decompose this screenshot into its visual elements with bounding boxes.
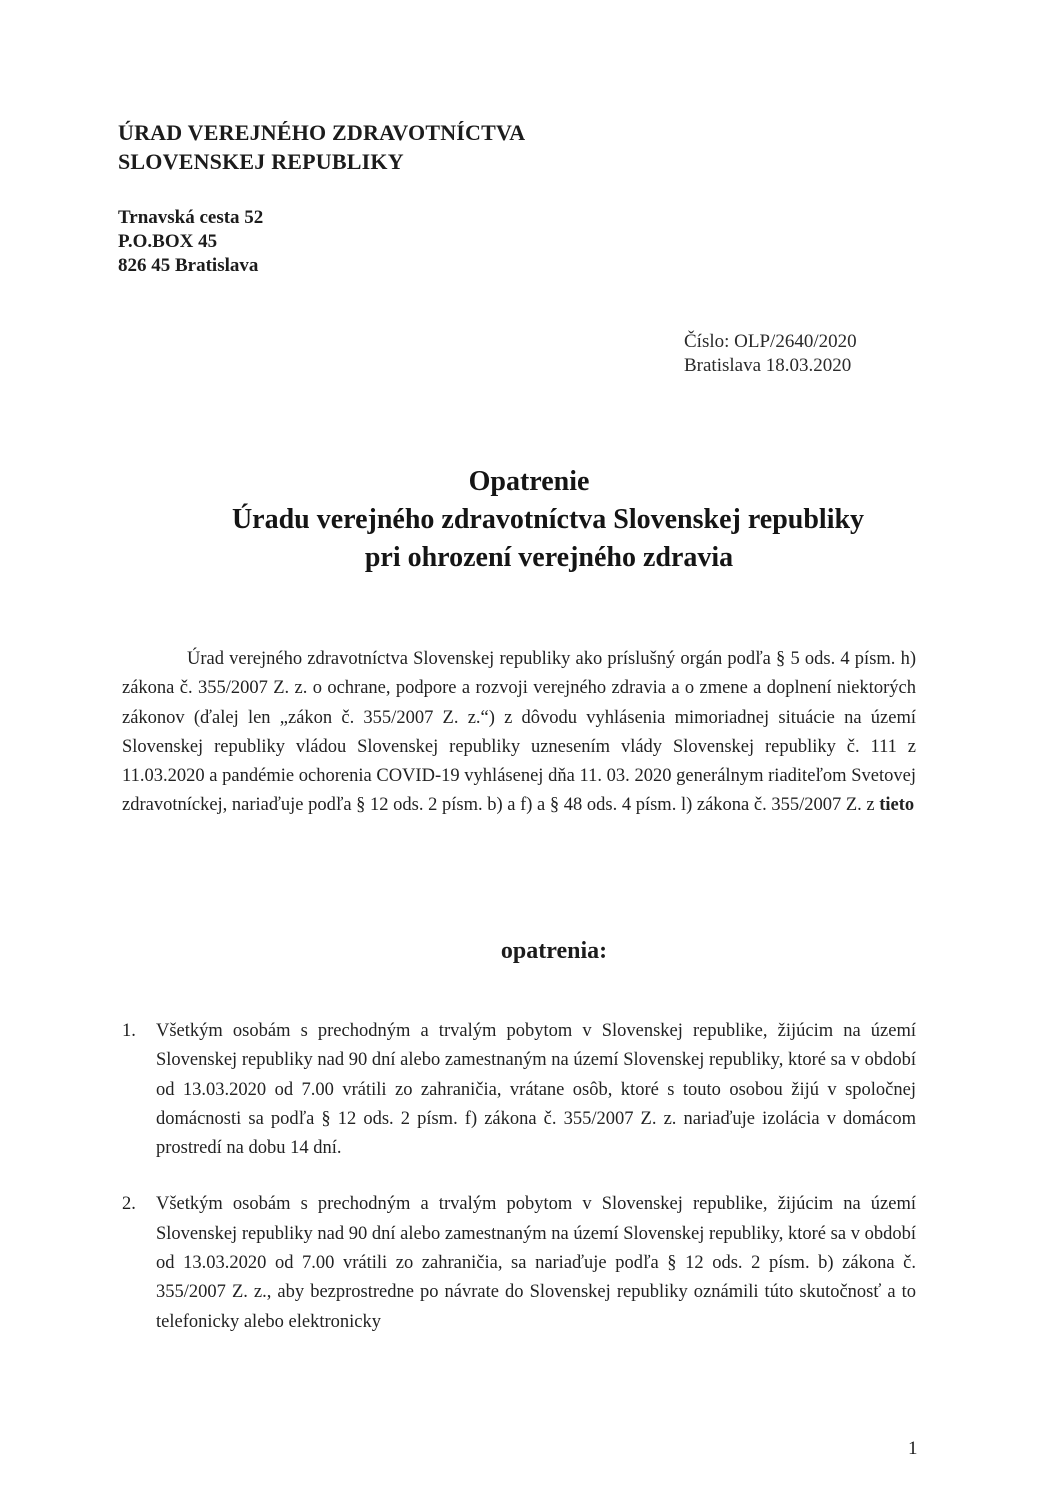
org-header [118,118,525,176]
address-street: Trnavská cesta 52 [118,207,264,228]
intro-paragraph [122,645,916,821]
address-pobox: P.O.BOX 45 [118,231,218,252]
list-item-text: Všetkým osobám s prechodným a trvalým pobytom v Slovenskej republike, žijúcim na území Slovenskej republiky nad 90 dní alebo zamestnaným na území Slovenskej republiky, ktoré sa v období od 13.03.2020 od 7.00 vrátili zo zahraničia, vrátane osôb, ktoré s touto osobou žijú v spoločnej domácnosti sa podľa § 12 ods. 2 písm. f) zákona č. 355/2007 Z. z. nariaďuje izolácia v domácom prostredí na dobu 14 dní. [156,1021,916,1159]
intro-bold-end: tieto [879,795,915,816]
list-item-number: 2. [122,1194,136,1215]
org-address [118,206,263,278]
list-item-text: Všetkým osobám s prechodným a trvalým pobytom v Slovenskej republike, žijúcim na území Slovenskej republiky nad 90 dní alebo zamestnaným na území Slovenskej republiky, ktoré sa v období od 13.03.2020 od 7.00 vrátili zo zahraničia, sa nariaďuje podľa § 12 ods. 2 písm. b) zákona č. 355/2007 Z. z., aby bezprostredne po návrate do Slovenskej republiky oznámili túto skutočnosť a to telefonicky alebo elektronicky [156,1194,916,1332]
title-line-2: Úradu verejného zdravotníctva Slovenskej republiky [231,504,865,535]
section-title: opatrenia: [500,938,608,964]
list-item [122,1017,916,1163]
measures-list [122,1017,916,1364]
title-line-3: pri ohrození verejného zdravia [364,542,734,573]
address-city: 826 45 Bratislava [118,255,259,276]
list-item-number: 1. [122,1021,136,1041]
intro-text: Úrad verejného zdravotníctva Slovenskej republiky ako príslušný orgán podľa § 5 ods. 4 písm. h) zákona č. 355/2007 Z. z. o ochrane, podpore a rozvoji verejného zdravia a o zmene a doplnení niektorých zákonov (ďalej len „zákon č. 355/2007 Z. z.“) z dôvodu vyhlásenia mimoriadnej situácie na území Slovenskej republiky vládou Slovenskej republiky uznesením vlády Slovenskej republiky č. 111 z 11.03.2020 a pandémie ochorenia COVID-19 vyhlásenej dňa 11. 03. 2020 generálnym riaditeľom Svetovej zdravotníckej, nariaďuje podľa § 12 ods. 2 písm. b) a f) a § 48 ods. 4 písm. l) zákona č. 355/2007 Z. z [122,649,916,816]
reference-number: Číslo: OLP/2640/2020 [684,331,857,352]
document-title [0,463,1058,577]
page-number: 1 [908,1438,918,1459]
org-name-line2: SLOVENSKEJ REPUBLIKY [118,149,404,174]
reference-block [684,330,857,378]
title-line-1: Opatrenie [468,466,590,497]
list-item [122,1190,916,1336]
reference-place-date: Bratislava 18.03.2020 [684,355,852,376]
org-name-line1: ÚRAD VEREJNÉHO ZDRAVOTNÍCTVA [118,120,526,145]
